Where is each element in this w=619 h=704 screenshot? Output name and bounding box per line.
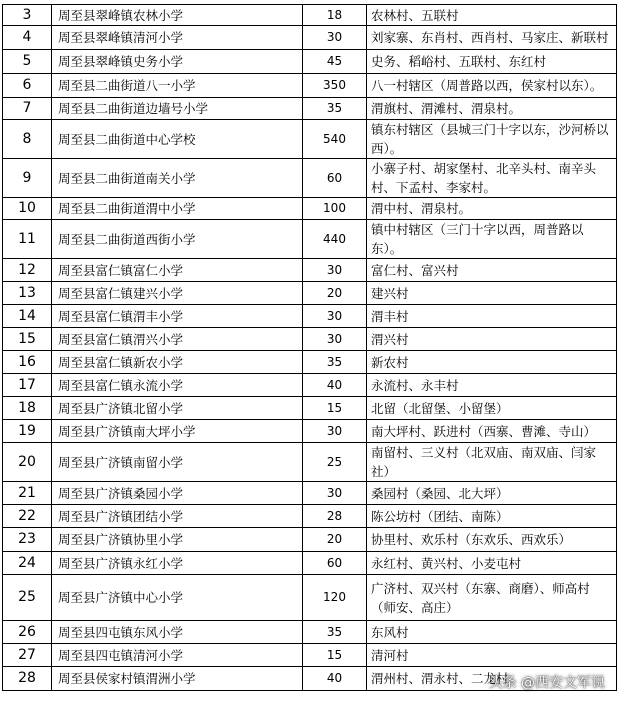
school-name: 周至县广济镇团结小学	[52, 505, 303, 528]
school-name: 周至县二曲街道渭中小学	[52, 198, 303, 220]
catchment-area: 小寨子村、胡家堡村、北辛头村、南辛头村、下孟村、李家村。	[367, 159, 617, 198]
catchment-area: 永流村、永丰村	[367, 374, 617, 397]
enrollment-count: 40	[303, 667, 367, 691]
enrollment-count: 20	[303, 528, 367, 552]
school-name: 周至县富仁镇渭兴小学	[52, 328, 303, 351]
enrollment-count: 20	[303, 282, 367, 305]
catchment-area: 陈公坊村（团结、南陈）	[367, 505, 617, 528]
row-number: 5	[3, 50, 52, 74]
row-number: 4	[3, 26, 52, 50]
table-row	[3, 328, 617, 351]
table-row	[3, 397, 617, 420]
school-name: 周至县富仁镇永流小学	[52, 374, 303, 397]
catchment-area: 史务、稻峪村、五联村、东红村	[367, 50, 617, 74]
row-number: 12	[3, 259, 52, 282]
enrollment-count: 120	[303, 575, 367, 621]
row-number: 13	[3, 282, 52, 305]
school-name: 周至县四屯镇清河小学	[52, 644, 303, 667]
catchment-area: 广济村、双兴村（东寨、商磨）、师高村（师安、高庄）	[367, 575, 617, 621]
school-name: 周至县二曲街道八一小学	[52, 74, 303, 98]
catchment-area: 富仁村、富兴村	[367, 259, 617, 282]
enrollment-count: 18	[303, 5, 367, 26]
table-row	[3, 420, 617, 443]
catchment-area: 南留村、三义村（北双庙、南双庙、闫家社）	[367, 443, 617, 482]
catchment-area: 八一村辖区（周普路以西，侯家村以东）。	[367, 74, 617, 98]
enrollment-count: 440	[303, 220, 367, 259]
catchment-area: 新农村	[367, 351, 617, 374]
row-number: 19	[3, 420, 52, 443]
enrollment-count: 15	[303, 397, 367, 420]
school-name: 周至县广济镇桑园小学	[52, 482, 303, 505]
enrollment-count: 60	[303, 159, 367, 198]
table-row	[3, 505, 617, 528]
row-number: 14	[3, 305, 52, 328]
row-number: 8	[3, 120, 52, 159]
catchment-area: 渭州村、渭永村、二龙村	[367, 667, 617, 691]
table-row	[3, 74, 617, 98]
row-number: 27	[3, 644, 52, 667]
catchment-area: 渭兴村	[367, 328, 617, 351]
table-row	[3, 120, 617, 159]
school-name: 周至县广济镇南大坪小学	[52, 420, 303, 443]
school-name: 周至县翠峰镇农林小学	[52, 5, 303, 26]
catchment-area: 农林村、五联村	[367, 5, 617, 26]
school-name: 周至县广济镇协里小学	[52, 528, 303, 552]
table-row	[3, 5, 617, 26]
row-number: 22	[3, 505, 52, 528]
school-name: 周至县四屯镇东风小学	[52, 621, 303, 644]
row-number: 16	[3, 351, 52, 374]
enrollment-count: 28	[303, 505, 367, 528]
enrollment-count: 30	[303, 482, 367, 505]
table-row	[3, 305, 617, 328]
catchment-area: 渭丰村	[367, 305, 617, 328]
table-row	[3, 374, 617, 397]
school-name: 周至县富仁镇新农小学	[52, 351, 303, 374]
catchment-area: 桑园村（桑园、北大坪）	[367, 482, 617, 505]
catchment-area: 镇东村辖区（县城三门十字以东，沙河桥以西）。	[367, 120, 617, 159]
school-name: 周至县二曲街道南关小学	[52, 159, 303, 198]
catchment-area: 南大坪村、跃进村（西寨、曹滩、寺山）	[367, 420, 617, 443]
school-name: 周至县二曲街道西街小学	[52, 220, 303, 259]
school-name: 周至县翠峰镇清河小学	[52, 26, 303, 50]
table-row	[3, 552, 617, 575]
row-number: 17	[3, 374, 52, 397]
school-name: 周至县广济镇北留小学	[52, 397, 303, 420]
enrollment-count: 35	[303, 351, 367, 374]
table-row	[3, 575, 617, 621]
row-number: 18	[3, 397, 52, 420]
table-row	[3, 26, 617, 50]
enrollment-count: 30	[303, 26, 367, 50]
table-row	[3, 482, 617, 505]
catchment-area: 渭中村、渭泉村。	[367, 198, 617, 220]
table-row	[3, 50, 617, 74]
catchment-area: 建兴村	[367, 282, 617, 305]
row-number: 25	[3, 575, 52, 621]
enrollment-count: 350	[303, 74, 367, 98]
table-row	[3, 198, 617, 220]
table-row	[3, 443, 617, 482]
enrollment-count: 60	[303, 552, 367, 575]
table-row	[3, 644, 617, 667]
catchment-area: 渭旗村、渭滩村、渭泉村。	[367, 98, 617, 120]
row-number: 23	[3, 528, 52, 552]
table-row	[3, 282, 617, 305]
catchment-area: 清河村	[367, 644, 617, 667]
enrollment-count: 30	[303, 420, 367, 443]
enrollment-count: 35	[303, 98, 367, 120]
row-number: 6	[3, 74, 52, 98]
catchment-area: 东风村	[367, 621, 617, 644]
catchment-area: 镇中村辖区（三门十字以西，周普路以东）。	[367, 220, 617, 259]
catchment-area: 北留（北留堡、小留堡）	[367, 397, 617, 420]
catchment-area: 协里村、欢乐村（东欢乐、西欢乐）	[367, 528, 617, 552]
school-name: 周至县翠峰镇史务小学	[52, 50, 303, 74]
row-number: 10	[3, 198, 52, 220]
row-number: 24	[3, 552, 52, 575]
table-row	[3, 528, 617, 552]
enrollment-count: 30	[303, 328, 367, 351]
enrollment-count: 45	[303, 50, 367, 74]
row-number: 7	[3, 98, 52, 120]
row-number: 11	[3, 220, 52, 259]
table-row	[3, 159, 617, 198]
school-name: 周至县广济镇永红小学	[52, 552, 303, 575]
row-number: 9	[3, 159, 52, 198]
school-name: 周至县富仁镇建兴小学	[52, 282, 303, 305]
school-name: 周至县二曲街道边墙号小学	[52, 98, 303, 120]
enrollment-count: 30	[303, 305, 367, 328]
row-number: 3	[3, 5, 52, 26]
enrollment-count: 35	[303, 621, 367, 644]
table-row	[3, 621, 617, 644]
school-name: 周至县富仁镇渭丰小学	[52, 305, 303, 328]
enrollment-count: 540	[303, 120, 367, 159]
row-number: 28	[3, 667, 52, 691]
school-name: 周至县侯家村镇渭洲小学	[52, 667, 303, 691]
enrollment-count: 30	[303, 259, 367, 282]
watermark: 头条 @西安文军说	[488, 675, 605, 691]
school-name: 周至县广济镇南留小学	[52, 443, 303, 482]
school-district-table	[2, 4, 617, 691]
school-name: 周至县二曲街道中心学校	[52, 120, 303, 159]
enrollment-count: 100	[303, 198, 367, 220]
catchment-area: 永红村、黄兴村、小麦屯村	[367, 552, 617, 575]
row-number: 26	[3, 621, 52, 644]
table-row	[3, 98, 617, 120]
table-row	[3, 259, 617, 282]
table-row	[3, 220, 617, 259]
school-name: 周至县广济镇中心小学	[52, 575, 303, 621]
enrollment-count: 25	[303, 443, 367, 482]
catchment-area: 刘家寨、东肖村、西肖村、马家庄、新联村	[367, 26, 617, 50]
row-number: 21	[3, 482, 52, 505]
enrollment-count: 15	[303, 644, 367, 667]
row-number: 20	[3, 443, 52, 482]
enrollment-count: 40	[303, 374, 367, 397]
school-name: 周至县富仁镇富仁小学	[52, 259, 303, 282]
row-number: 15	[3, 328, 52, 351]
table-row	[3, 351, 617, 374]
